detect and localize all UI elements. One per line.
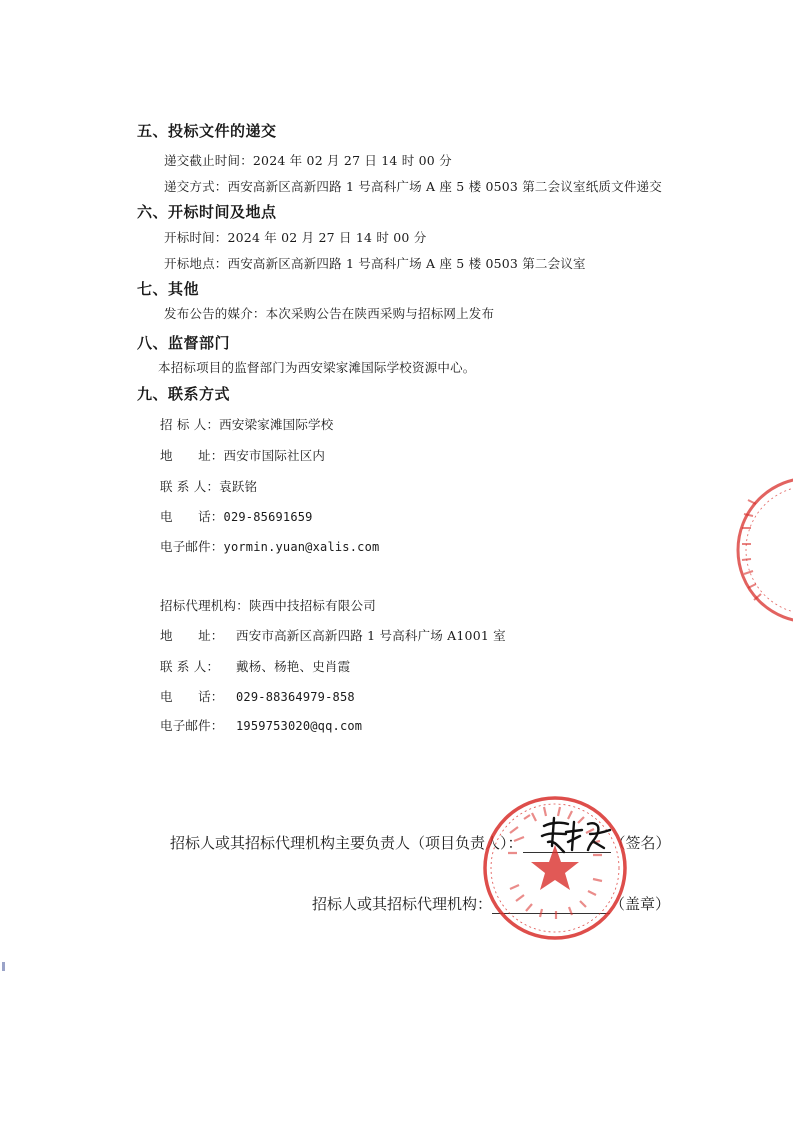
submission-deadline: 递交截止时间：2024 年 02 月 27 日 14 时 00 分: [164, 153, 452, 168]
section-9-title: 九、联系方式: [137, 385, 231, 403]
agency-name-label: 招标代理机构：: [160, 598, 249, 613]
tenderer-phone-row: [160, 507, 313, 525]
publication-media: 发布公告的媒介：本次采购公告在陕西采购与招标网上发布: [164, 306, 495, 321]
agency-phone-row: [160, 687, 355, 705]
tenderer-contact: 袁跃铭: [219, 479, 258, 494]
tenderer-phone-label: 电 话：: [160, 509, 224, 524]
tenderer-email: yormin.yuan@xalis.com: [223, 540, 380, 554]
opening-time: 开标时间：2024 年 02 月 27 日 14 时 00 分: [164, 230, 427, 245]
signature-line-2-prefix: 招标人或其招标代理机构：: [312, 895, 493, 913]
tenderer-name-row: [160, 415, 333, 433]
agency-phone: 029-88364979-858: [236, 690, 355, 704]
handwritten-signature-icon: [538, 812, 616, 858]
agency-address-label: 地 址：: [160, 628, 224, 643]
tenderer-address-row: [160, 446, 325, 464]
tenderer-contact-label: 联 系 人：: [160, 479, 220, 494]
tenderer-address-label: 地 址：: [160, 448, 224, 463]
agency-phone-label: 电 话：: [160, 689, 224, 704]
signature-line-2-suffix: （盖章）: [610, 895, 671, 913]
section-5-title: 五、投标文件的递交: [137, 122, 277, 140]
agency-contact-label: 联 系 人：: [160, 659, 220, 674]
agency-email-row: [160, 716, 362, 734]
agency-address-row: [160, 626, 506, 644]
agency-email-label: 电子邮件：: [160, 718, 224, 733]
section-8-title: 八、监督部门: [137, 334, 231, 352]
agency-name: 陕西中技招标有限公司: [248, 598, 376, 613]
agency-name-row: [160, 596, 376, 614]
supervision-text: 本招标项目的监督部门为西安梁家滩国际学校资源中心。: [158, 360, 476, 375]
scan-edge-mark: [2, 962, 5, 971]
agency-contact-row: [160, 657, 350, 675]
red-partial-seal-edge-icon: [730, 470, 793, 630]
tenderer-name-label: 招 标 人：: [160, 417, 220, 432]
section-7-title: 七、其他: [137, 280, 200, 298]
agency-email: 1959753020@qq.com: [236, 719, 363, 733]
tenderer-email-row: [160, 537, 379, 555]
section-6-title: 六、开标时间及地点: [137, 203, 277, 221]
signature-line-1-suffix: （签名）: [610, 834, 671, 852]
agency-address: 西安市高新区高新四路 1 号高科广场 A1001 室: [236, 628, 506, 643]
opening-place: 开标地点：西安高新区高新四路 1 号高科广场 A 座 5 楼 0503 第二会议室: [164, 256, 586, 271]
submission-method: 递交方式：西安高新区高新四路 1 号高科广场 A 座 5 楼 0503 第二会议室纸质文件递交: [164, 179, 662, 194]
tenderer-address: 西安市国际社区内: [223, 448, 326, 463]
tenderer-phone: 029-85691659: [223, 510, 313, 524]
tenderer-contact-row: [160, 477, 257, 495]
tenderer-name: 西安梁家滩国际学校: [219, 417, 334, 432]
tenderer-email-label: 电子邮件：: [160, 539, 224, 554]
agency-contact: 戴杨、杨艳、史肖霞: [236, 659, 351, 674]
signature-line-1-prefix: 招标人或其招标代理机构主要负责人（项目负责人）：: [170, 834, 523, 852]
